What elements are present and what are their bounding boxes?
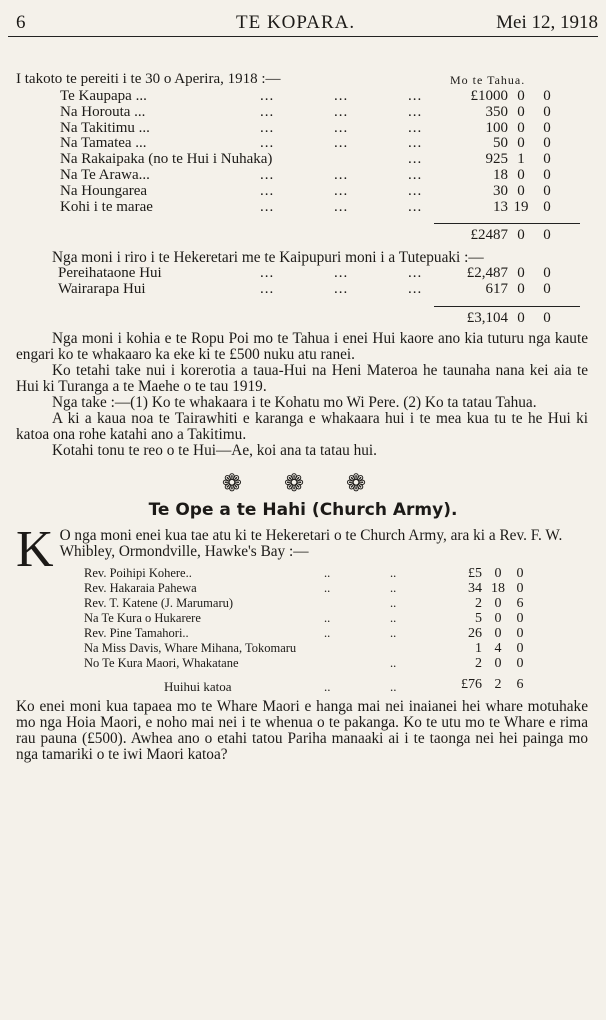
publication-title: TE KOPARA.	[236, 12, 356, 33]
amount-pounds: 925	[485, 151, 508, 168]
ledger1-intro	[8, 71, 598, 89]
leader-dots: ..	[390, 610, 397, 625]
donation-row	[8, 641, 598, 656]
amount-pounds: £1000	[470, 88, 508, 104]
ledger-row-label: Pereihataone Hui	[58, 265, 162, 282]
ornament-divider: ❁ ❁ ❁	[221, 470, 385, 497]
amount-shillings: 4	[494, 640, 502, 656]
ledger1-total-row	[8, 228, 598, 244]
amount-pence: 0	[543, 198, 551, 215]
amount-shillings: 0	[494, 610, 502, 626]
ledger-row	[8, 282, 598, 298]
leader-dots: ..	[390, 565, 397, 580]
leader-dots: ...	[260, 182, 275, 199]
donation-row	[8, 626, 598, 641]
amount-shillings: 0	[494, 655, 502, 671]
total-pounds: £2487	[470, 227, 508, 244]
leader-dots: ..	[324, 610, 331, 625]
amount-pounds: £5	[468, 565, 482, 581]
total-pence: 0	[543, 227, 551, 244]
leader-dots: ...	[334, 182, 349, 199]
ledger-row	[8, 121, 598, 137]
amount-pounds: 5	[475, 610, 482, 626]
donor-name: Rev. T. Katene (J. Marumaru)	[84, 595, 234, 610]
ledger1-table	[8, 89, 598, 215]
leader-dots: ...	[260, 88, 275, 104]
paragraph: Nga take :—(1) Ko te whakaara i te Kohatu mo Wi Pere. (2) Ko ta tatau Tahua.	[52, 393, 537, 411]
page-number: 6	[16, 12, 26, 33]
ledger-row-label: Na Tamatea ...	[60, 135, 147, 152]
amount-shillings: 0	[517, 280, 525, 297]
amount-pence: 0	[516, 640, 524, 656]
leader-dots: ...	[260, 198, 275, 215]
amount-shillings: 0	[494, 595, 502, 611]
total-shillings: 2	[494, 676, 502, 692]
amount-pence: 0	[543, 151, 551, 168]
ledger2-sum-rule	[434, 306, 580, 307]
donation-row	[8, 566, 598, 581]
leader-dots: ...	[260, 166, 275, 183]
leader-dots: ..	[324, 580, 331, 595]
leader-dots: ...	[408, 280, 423, 297]
amount-shillings: 19	[513, 198, 529, 215]
body-paragraphs	[8, 331, 598, 459]
amount-pounds: 2	[475, 595, 482, 611]
amount-shillings: 0	[494, 625, 502, 641]
paragraph: Kotahi tonu te reo o te Hui—Ae, koi ana ta tatau hui.	[52, 441, 377, 459]
amount-pence: 0	[543, 88, 551, 104]
donor-name: No Te Kura Maori, Whakatane	[84, 655, 239, 670]
leader-dots: ...	[334, 103, 349, 120]
donor-name: Rev. Poihipi Kohere..	[84, 565, 192, 580]
ledger-row-label: Na Horouta ...	[60, 103, 146, 120]
leader-dots: ...	[260, 135, 275, 152]
ledger-row-label: Wairarapa Hui	[58, 280, 146, 297]
amount-shillings: 0	[494, 565, 502, 581]
leader-dots: ..	[390, 625, 397, 640]
amount-pounds: 34	[468, 580, 482, 596]
leader-dots: ...	[408, 88, 423, 104]
total-shillings: 0	[517, 227, 525, 244]
ledger-row-label: Na Te Arawa...	[60, 166, 150, 183]
amount-pounds: £2,487	[466, 265, 508, 282]
ledger-row	[8, 152, 598, 168]
donation-row	[8, 656, 598, 671]
drop-cap: K	[16, 520, 54, 578]
amount-pence: 6	[516, 595, 524, 611]
ledger-row-label: Na Houngarea	[60, 182, 148, 199]
donation-row	[8, 611, 598, 626]
donor-name: Na Miss Davis, Whare Mihana, Tokomaru	[84, 640, 297, 655]
ledger-row	[8, 200, 598, 216]
amount-pence: 0	[516, 565, 524, 581]
ledger1-intro-text: I takoto te pereiti i te 30 o Aperira, 1918 :—	[16, 71, 281, 87]
ledger-row	[8, 105, 598, 121]
amount-pence: 0	[516, 610, 524, 626]
church-army-table	[8, 566, 598, 671]
amount-pounds: 2	[475, 655, 482, 671]
amount-pence: 0	[543, 280, 551, 297]
leader-dots: ...	[260, 280, 275, 297]
total-pence: 0	[543, 309, 551, 326]
leader-dots: ...	[334, 119, 349, 136]
amount-pounds: 13	[493, 198, 508, 215]
amount-pounds: 26	[468, 625, 482, 641]
leader-dots: ...	[260, 265, 275, 282]
amount-pounds: 1	[475, 640, 482, 656]
leader-dots: ...	[334, 280, 349, 297]
leader-dots: ...	[408, 198, 423, 215]
amount-pounds: 617	[485, 280, 508, 297]
leader-dots: ...	[408, 151, 423, 168]
leader-dots: ..	[390, 580, 397, 595]
ledger1-sum-rule	[434, 223, 580, 224]
leader-dots: ...	[334, 135, 349, 152]
ledger-row-label: Te Kaupapa ...	[60, 88, 147, 104]
leader-dots: ...	[334, 198, 349, 215]
ledger2-table	[8, 266, 598, 298]
amount-pence: 0	[543, 182, 551, 199]
leader-dots: ..	[324, 625, 331, 640]
donation-row	[8, 596, 598, 611]
amount-shillings: 0	[517, 166, 525, 183]
amount-pounds: 18	[493, 166, 508, 183]
ledger1-column-header: Mo te Tahua.	[450, 73, 526, 87]
amount-pence: 0	[543, 119, 551, 136]
ledger-row	[8, 168, 598, 184]
amount-shillings: 0	[517, 135, 525, 152]
leader-dots: ..	[390, 678, 397, 694]
leader-dots: ...	[260, 119, 275, 136]
amount-shillings: 0	[517, 265, 525, 282]
ledger-row-label: Na Takitimu ...	[60, 119, 150, 136]
amount-shillings: 0	[517, 119, 525, 136]
leader-dots: ..	[390, 595, 397, 610]
amount-shillings: 0	[517, 103, 525, 120]
ledger-row-label: Na Rakaipaka (no te Hui i Nuhaka)	[60, 151, 273, 168]
leader-dots: ...	[334, 265, 349, 282]
amount-shillings: 0	[517, 88, 525, 104]
ledger-row	[8, 89, 598, 105]
amount-pence: 0	[516, 625, 524, 641]
total-pounds: £76	[461, 676, 482, 692]
leader-dots: ..	[324, 678, 331, 694]
leader-dots: ..	[324, 565, 331, 580]
leader-dots: ...	[334, 166, 349, 183]
total-pence: 6	[516, 676, 524, 692]
section-title: Te Ope a te Hahi (Church Army).	[148, 499, 458, 520]
page-header	[8, 8, 598, 34]
total-pounds: £3,104	[466, 309, 508, 326]
amount-shillings: 18	[491, 580, 505, 596]
donor-name: Rev. Pine Tamahori..	[84, 625, 189, 640]
ledger-row	[8, 266, 598, 282]
leader-dots: ...	[334, 88, 349, 104]
leader-dots: ...	[408, 265, 423, 282]
amount-pence: 0	[543, 103, 551, 120]
amount-pence: 0	[543, 265, 551, 282]
donor-name: Na Te Kura o Hukarere	[84, 610, 201, 625]
donor-name: Rev. Hakaraia Pahewa	[84, 580, 197, 595]
section2-intro-text: O nga moni enei kua tae atu ki te Hekeretari o te Church Army, ara ki a Rev. F. W. Whibley, Ormondville, Hawke's Bay :—	[59, 526, 563, 560]
amount-pence: 0	[516, 580, 524, 596]
paragraph: A ki a kaua noa te Tairawhiti e karanga e whakaara hui i te mea kua tu te he Hui ki katoa ona rohe katahi ano a Takitimu.	[16, 409, 588, 443]
paragraph: Nga moni i kohia e te Ropu Poi mo te Tahua i enei Hui kaore ano kia tuturu nga kaute engari ko te whakaaro ka eke ki te £500 nuku atu ranei.	[16, 329, 588, 363]
newspaper-page	[8, 8, 598, 763]
amount-pounds: 350	[485, 103, 508, 120]
issue-date: Mei 12, 1918	[496, 12, 598, 33]
amount-pence: 0	[543, 166, 551, 183]
paragraph: Ko tetahi take nui i korerotia a taua-Hui na Heni Materoa he taunaha nana kei aia te Hui ki Turanga a te Maehe o te tau 1919.	[16, 361, 588, 395]
donation-row	[8, 581, 598, 596]
total-shillings: 0	[517, 309, 525, 326]
leader-dots: ...	[408, 103, 423, 120]
ledger-row	[8, 136, 598, 152]
leader-dots: ...	[408, 135, 423, 152]
leader-dots: ...	[408, 166, 423, 183]
ledger2-total-row	[8, 311, 598, 327]
leader-dots: ..	[390, 655, 397, 670]
ledger-row	[8, 184, 598, 200]
closing-paragraph: Ko enei moni kua tapaea mo te Whare Maori e hanga mai nei inaianei hei whare motuhake mo nga Hoia Maori, e noho mai nei i te whenua o te pakanga. Ko te utu mo te Whare e rima rau pauna (£500). Awhea ano o etahi tatou Pariha manaaki ai i te taonga nei hei painga mo nga tamariki o te iwi Maori katoa?	[16, 697, 588, 763]
ledger-row-label: Kohi i te marae	[60, 198, 153, 215]
amount-pounds: 50	[493, 135, 508, 152]
amount-pence: 0	[543, 135, 551, 152]
total-label: Huihui katoa	[164, 678, 232, 694]
amount-pounds: 30	[493, 182, 508, 199]
church-army-total-row	[8, 677, 598, 695]
amount-pounds: 100	[485, 119, 508, 136]
amount-shillings: 1	[517, 151, 525, 168]
leader-dots: ...	[260, 103, 275, 120]
leader-dots: ...	[408, 119, 423, 136]
leader-dots: ...	[408, 182, 423, 199]
amount-shillings: 0	[517, 182, 525, 199]
paragraph-tutepuaki: Nga moni i riro i te Hekeretari me te Kaipupuri moni i a Tutepuaki :—	[52, 249, 484, 267]
header-rule	[8, 36, 598, 37]
amount-pence: 0	[516, 655, 524, 671]
